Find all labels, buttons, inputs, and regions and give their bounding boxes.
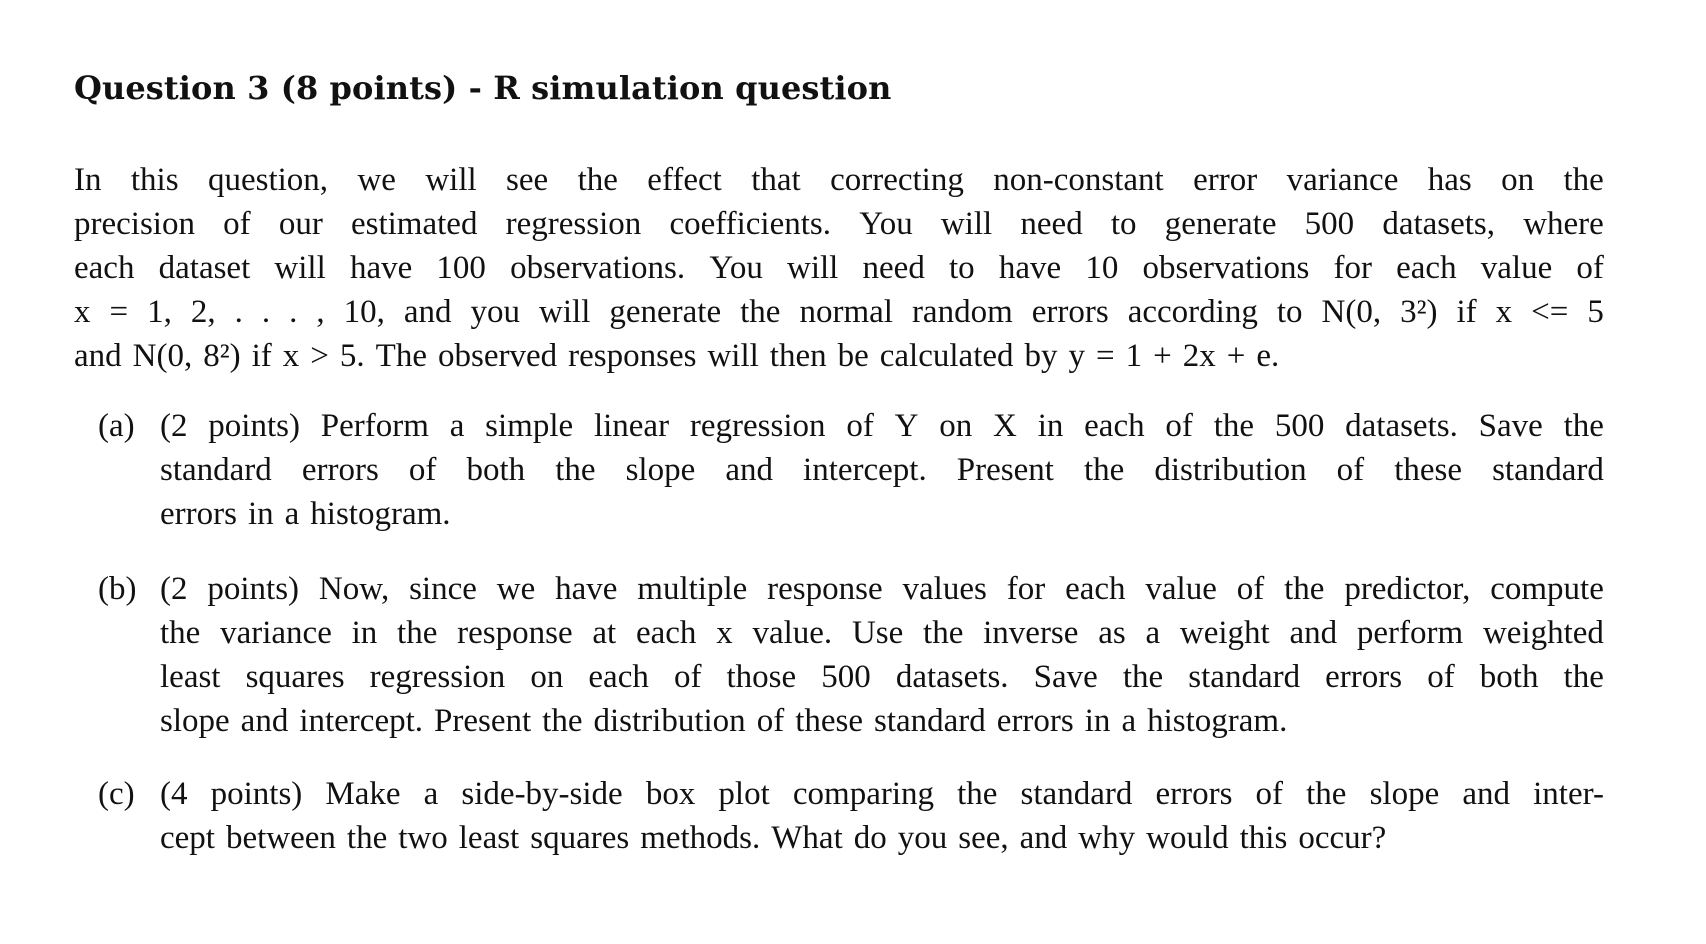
word: 500 (821, 659, 871, 695)
word: regression (369, 659, 506, 695)
word: e. (1256, 338, 1280, 374)
word: distribution (1154, 452, 1307, 488)
word: points) (207, 571, 300, 607)
word: errors (1325, 659, 1403, 695)
word: The (375, 338, 427, 374)
part-c-line-2 (160, 816, 1604, 860)
word: of (1576, 250, 1604, 286)
word: you (470, 294, 521, 330)
word: as (1098, 615, 1126, 651)
word: datasets. (1345, 408, 1458, 444)
word: slope (1369, 776, 1440, 812)
word: = (1096, 338, 1115, 374)
part-b-line-2 (160, 611, 1604, 655)
word: errors (996, 703, 1074, 739)
word: observations. (510, 250, 686, 286)
word: to (949, 250, 975, 286)
word: 1, (147, 294, 172, 330)
word: this (1239, 820, 1288, 856)
word: in (247, 496, 274, 532)
word: the (1213, 408, 1255, 444)
word: cept (160, 820, 215, 856)
word: 10 (1085, 250, 1119, 286)
word: and (74, 338, 122, 374)
part-b-line-1 (160, 567, 1604, 611)
part-a-label: (a) (98, 408, 135, 444)
word: Present (956, 452, 1054, 488)
word: will (425, 162, 477, 198)
word: observed (437, 338, 558, 374)
word: Use (851, 615, 904, 651)
word: we (357, 162, 396, 198)
word: x (74, 294, 91, 330)
word: + (1226, 338, 1246, 374)
word: question, (207, 162, 329, 198)
word: to (1276, 294, 1303, 330)
word: <= (1531, 294, 1569, 330)
word: (4 (160, 776, 188, 812)
word: least (458, 820, 520, 856)
word: a (449, 408, 465, 444)
word: errors (160, 496, 237, 532)
word: and (403, 294, 452, 330)
word: generate (1164, 206, 1277, 242)
word: inter- (1533, 776, 1604, 812)
word: to (1110, 206, 1137, 242)
part-c-label: (c) (98, 776, 135, 812)
part-b-line-4 (160, 699, 1604, 743)
word: and (725, 452, 773, 488)
word: why (1078, 820, 1136, 856)
word: each (588, 659, 649, 695)
word: Present (434, 703, 532, 739)
word: two (398, 820, 448, 856)
word: the (740, 294, 781, 330)
part-c-body (160, 772, 1604, 860)
word: this (130, 162, 179, 198)
word: standard (1188, 659, 1301, 695)
word: the (542, 703, 583, 739)
word: the (1122, 659, 1164, 695)
word: linear (593, 408, 670, 444)
word: the (577, 162, 618, 198)
word: of (1255, 776, 1284, 812)
word: both (1479, 659, 1539, 695)
part-b-label: (b) (98, 571, 137, 607)
word: the (1284, 571, 1325, 607)
word: of (1165, 408, 1193, 444)
word: Save (1033, 659, 1098, 695)
word: N(0, (132, 338, 193, 374)
word: intercept. (299, 703, 424, 739)
word: since (409, 571, 477, 607)
word: squares (530, 820, 630, 856)
word: the (346, 820, 388, 856)
part-a-line-1 (160, 404, 1604, 448)
word: occur? (1298, 820, 1387, 856)
word: will (707, 338, 759, 374)
word: You (709, 250, 763, 286)
word: in (1037, 408, 1064, 444)
word: slope (625, 452, 696, 488)
word: random (911, 294, 1013, 330)
word: distribution (593, 703, 746, 739)
word: (2 (160, 408, 188, 444)
word: regression (505, 206, 642, 242)
word: points) (208, 408, 300, 444)
word: the (1563, 408, 1604, 444)
word: normal (799, 294, 893, 330)
word: X (993, 408, 1017, 444)
word: on (530, 659, 564, 695)
part-c-line-1 (160, 772, 1604, 816)
word: in (1084, 703, 1111, 739)
word: . (261, 294, 271, 330)
word: the (957, 776, 998, 812)
word: > (310, 338, 329, 374)
word: y (1068, 338, 1086, 374)
word: histogram. (310, 496, 451, 532)
word: standard (1492, 452, 1604, 488)
word: will (787, 250, 839, 286)
word: would (1146, 820, 1229, 856)
word: value (1145, 571, 1217, 607)
word: What (771, 820, 843, 856)
word: then (769, 338, 827, 374)
word: the (555, 452, 596, 488)
word: has (1427, 162, 1472, 198)
word: N(0, (1321, 294, 1382, 330)
word: 2x (1182, 338, 1216, 374)
word: estimated (350, 206, 478, 242)
word: errors (1031, 294, 1109, 330)
word: . (289, 294, 298, 330)
part-a-body (160, 404, 1604, 536)
word: will (940, 206, 993, 242)
word: 8²) (203, 338, 241, 374)
word: variance (220, 615, 332, 651)
intro-line-1 (74, 158, 1604, 202)
intro-line-2 (74, 202, 1604, 246)
word: regression (689, 408, 826, 444)
word: response (457, 615, 573, 651)
word: of (1236, 571, 1265, 607)
word: responses (568, 338, 697, 374)
word: histogram. (1147, 703, 1288, 739)
word: x (282, 338, 300, 374)
word: each (1396, 250, 1457, 286)
word: calculated (879, 338, 1014, 374)
word: , (316, 294, 325, 330)
word: side-by-side (461, 776, 623, 812)
word: we (496, 571, 536, 607)
intro-line-5 (74, 334, 1604, 378)
word: datasets. (895, 659, 1009, 695)
word: the (1563, 659, 1604, 695)
word: box (645, 776, 696, 812)
word: and (240, 703, 289, 739)
word: 500 (1304, 206, 1355, 242)
word: of (1427, 659, 1455, 695)
word: need (1020, 206, 1083, 242)
word: precision (74, 206, 195, 242)
word: the (397, 615, 438, 651)
word: inverse (983, 615, 1079, 651)
word: be (837, 338, 869, 374)
word: points) (210, 776, 303, 812)
intro-line-3 (74, 246, 1604, 290)
word: values (902, 571, 987, 607)
word: predictor, (1344, 571, 1471, 607)
word: comparing (792, 776, 934, 812)
word: 5 (1587, 294, 1604, 330)
word: value (1480, 250, 1553, 286)
word: weighted (1482, 615, 1604, 651)
word: have (998, 250, 1062, 286)
word: and (1462, 776, 1511, 812)
part-b-body (160, 567, 1604, 743)
word: 500 (1274, 408, 1325, 444)
word: simple (485, 408, 574, 444)
word: have (349, 250, 413, 286)
word: those (726, 659, 797, 695)
word: will (539, 294, 591, 330)
word: Save (1478, 408, 1543, 444)
word: dataset (158, 250, 251, 286)
word: on (939, 408, 973, 444)
word: In (74, 162, 102, 198)
word: do (853, 820, 887, 856)
part-a-line-3 (160, 492, 1604, 536)
word: these (1394, 452, 1463, 488)
word: for (1006, 571, 1046, 607)
word: of (846, 408, 874, 444)
word: + (1153, 338, 1172, 374)
question-heading: Question 3 (8 points) - R simulation question (74, 69, 892, 107)
word: 2, (190, 294, 216, 330)
word: if (1456, 294, 1477, 330)
word: of (1336, 452, 1365, 488)
word: each (74, 250, 135, 286)
word: x (1495, 294, 1513, 330)
word: standard (1020, 776, 1133, 812)
word: if (251, 338, 272, 374)
word: a (1145, 615, 1161, 651)
word: effect (647, 162, 722, 198)
intro-paragraph (74, 158, 1604, 378)
word: in (351, 615, 378, 651)
word: 100 (436, 250, 486, 286)
word: 5. (339, 338, 365, 374)
word: You (859, 206, 913, 242)
word: according (1127, 294, 1258, 330)
word: variance (1286, 162, 1399, 198)
word: = (109, 294, 129, 330)
word: at (592, 615, 617, 651)
part-a-line-2 (160, 448, 1604, 492)
word: slope (160, 703, 230, 739)
word: plot (718, 776, 770, 812)
word: the (1563, 162, 1604, 198)
word: errors (1155, 776, 1233, 812)
word: weight (1179, 615, 1270, 651)
word: on (1501, 162, 1535, 198)
word: and (1019, 820, 1068, 856)
word: intercept. (803, 452, 927, 488)
word: the (160, 615, 201, 651)
word: a (1121, 703, 1137, 739)
word: coefficients. (669, 206, 832, 242)
word: each (635, 615, 697, 651)
word: value. (752, 615, 833, 651)
word: response (767, 571, 883, 607)
word: for (1333, 250, 1372, 286)
word: (2 (160, 571, 188, 607)
word: Perform (320, 408, 429, 444)
word: need (862, 250, 925, 286)
word: x (716, 615, 733, 651)
word: the (923, 615, 964, 651)
word: squares (245, 659, 345, 695)
word: where (1523, 206, 1604, 242)
word: a (423, 776, 439, 812)
word: multiple (637, 571, 748, 607)
word: error (1193, 162, 1258, 198)
word: and (1289, 615, 1338, 651)
word: the (1306, 776, 1347, 812)
word: standard (160, 452, 272, 488)
word: of (408, 452, 437, 488)
word: compute (1490, 571, 1604, 607)
word: each (1084, 408, 1145, 444)
word: datasets, (1382, 206, 1496, 242)
word: standard (874, 703, 986, 739)
word: 1 (1125, 338, 1143, 374)
word: will (274, 250, 326, 286)
word: Y (894, 408, 919, 444)
word: each (1065, 571, 1126, 607)
word: . (234, 294, 243, 330)
part-b-line-3 (160, 655, 1604, 699)
word: of (673, 659, 702, 695)
word: observations (1142, 250, 1310, 286)
word: these (795, 703, 863, 739)
word: the (1084, 452, 1125, 488)
word: our (278, 206, 323, 242)
word: a (284, 496, 300, 532)
word: Make (325, 776, 401, 812)
word: see (506, 162, 549, 198)
word: of (223, 206, 251, 242)
word: have (555, 571, 618, 607)
word: you (897, 820, 948, 856)
word: generate (609, 294, 722, 330)
word: 10, (343, 294, 385, 330)
word: 3²) (1400, 294, 1438, 330)
word: by (1024, 338, 1058, 374)
word: errors (301, 452, 379, 488)
word: methods. (640, 820, 761, 856)
word: see, (958, 820, 1009, 856)
word: Now, (318, 571, 390, 607)
word: least (160, 659, 221, 695)
word: both (466, 452, 526, 488)
word: non-constant (993, 162, 1164, 198)
intro-line-4 (74, 290, 1604, 334)
word: perform (1356, 615, 1464, 651)
word: of (756, 703, 785, 739)
word: that (751, 162, 801, 198)
word: between (225, 820, 336, 856)
word: correcting (830, 162, 964, 198)
